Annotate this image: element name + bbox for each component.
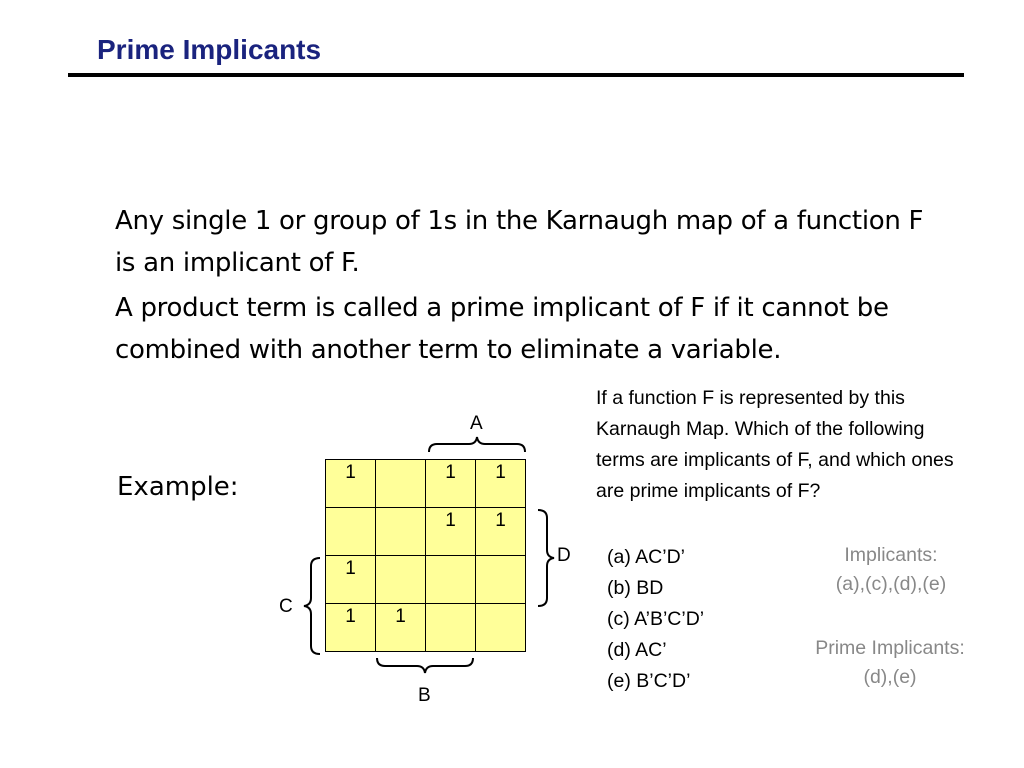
question-text: If a function F is represented by this Karnaugh Map. Which of the following terms are implicants of F, and which ones are prime implicants of F? xyxy=(596,387,954,502)
label-d: D xyxy=(557,545,571,566)
implicants-label: Implicants: xyxy=(844,544,938,566)
bracket-a xyxy=(429,437,525,452)
option-item: (a) AC’D’ xyxy=(607,546,686,568)
implicant-definition: Any single 1 or group of 1s in the Karnaugh map of a function F is an implicant of F. xyxy=(115,206,924,278)
options-list xyxy=(607,542,704,697)
prime-implicants-label: Prime Implicants: xyxy=(815,637,965,659)
prime-implicants-answer xyxy=(780,634,1000,692)
bracket-b xyxy=(377,658,473,673)
kmap-cell: 1 xyxy=(476,460,526,508)
kmap-cell: 1 xyxy=(426,460,476,508)
example-label: Example: xyxy=(117,472,239,502)
bracket-c xyxy=(304,558,320,654)
option-item: (d) AC’ xyxy=(607,639,667,661)
bracket-d xyxy=(538,510,554,606)
implicants-answer xyxy=(796,541,986,599)
option-item: (c) A’B’C’D’ xyxy=(607,608,705,630)
label-a: A xyxy=(470,413,483,434)
prime-implicant-definition: A product term is called a prime implicant of F if it cannot be combined with another term to eliminate a variable. xyxy=(115,293,889,365)
slide-title: Prime Implicants xyxy=(97,34,322,65)
kmap-cell: 1 xyxy=(426,508,476,556)
kmap-cell: 1 xyxy=(476,508,526,556)
option-item: (b) BD xyxy=(607,577,664,599)
label-b: B xyxy=(418,685,431,706)
option-item: (e) B’C’D’ xyxy=(607,670,691,692)
prime-implicants-value: (d),(e) xyxy=(863,666,917,688)
implicants-value: (a),(c),(d),(e) xyxy=(835,573,947,595)
kmap-cell: 1 xyxy=(326,460,376,508)
kmap-cell: 1 xyxy=(326,604,376,652)
kmap-cell: 1 xyxy=(376,604,426,652)
label-c: C xyxy=(279,596,293,617)
kmap-cell: 1 xyxy=(326,556,376,604)
